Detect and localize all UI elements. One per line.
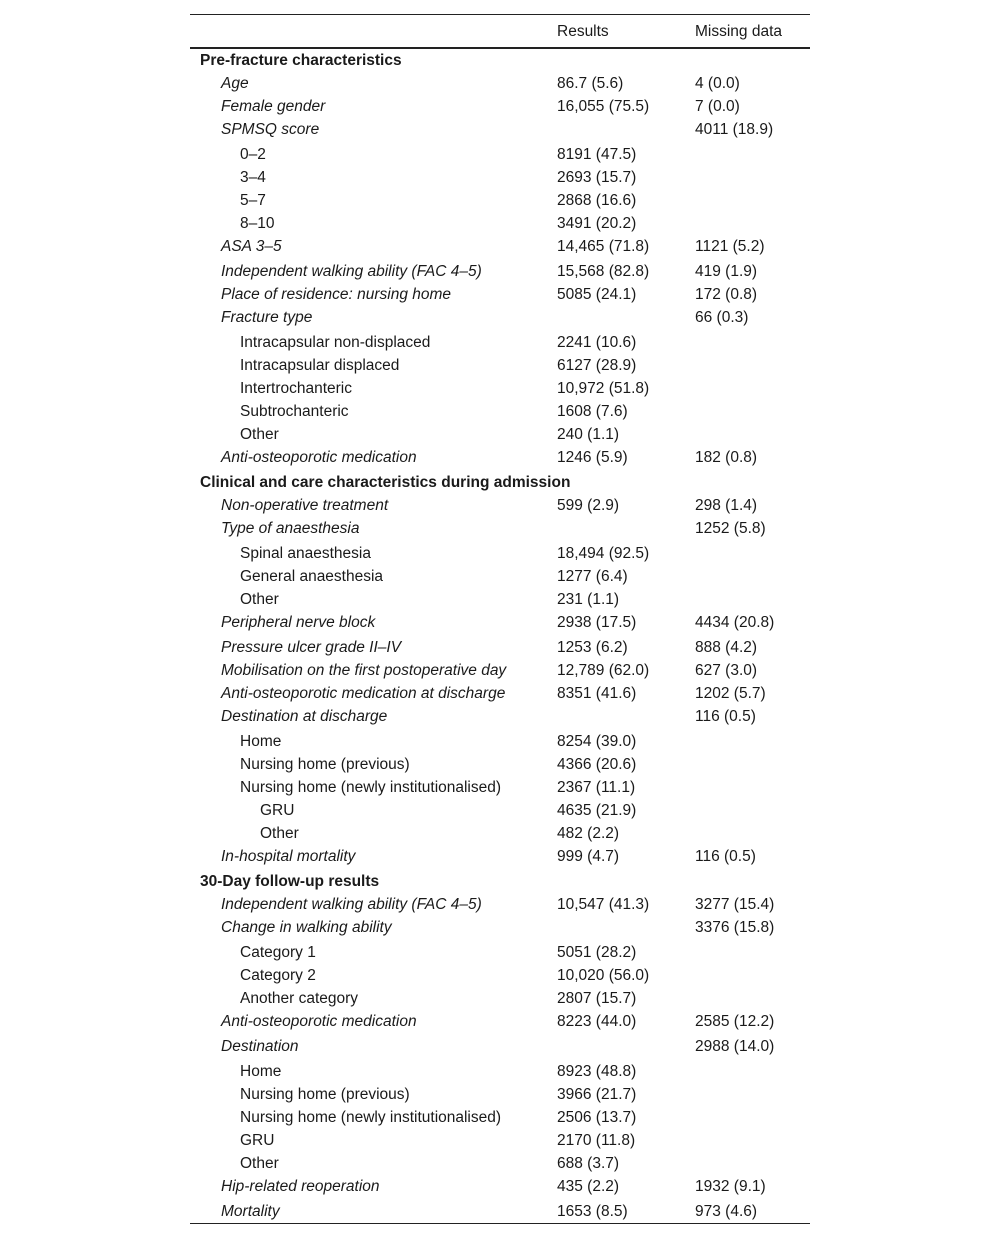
results-table [190, 14, 810, 1224]
row-label: Non-operative treatment [221, 497, 389, 514]
table-header [190, 15, 810, 47]
row-label: Anti-osteoporotic medication [221, 1013, 417, 1030]
results-cell: 599 (2.9) [557, 497, 620, 514]
table-row [190, 423, 810, 446]
row-label: Pressure ulcer grade II–IV [221, 639, 402, 656]
row-label: 8–10 [240, 215, 275, 232]
table-row [190, 377, 810, 400]
results-cell: 240 (1.1) [557, 426, 620, 443]
results-cell: 2868 (16.6) [557, 192, 637, 209]
results-cell: 1246 (5.9) [557, 449, 628, 466]
row-label: Type of anaesthesia [221, 520, 360, 537]
row-label: Category 2 [240, 967, 316, 984]
row-label: Intracapsular displaced [240, 357, 400, 374]
table-row [190, 893, 810, 916]
table-body [190, 49, 810, 1223]
table-row [190, 705, 810, 730]
results-column-header: Results [557, 23, 609, 40]
row-label: Category 1 [240, 944, 316, 961]
table-row [190, 283, 810, 306]
table-row [190, 1200, 810, 1223]
results-cell: 86.7 (5.6) [557, 75, 624, 92]
missing-data-cell: 888 (4.2) [695, 639, 758, 656]
missing-data-cell: 2585 (12.2) [695, 1013, 775, 1030]
table-row [190, 1152, 810, 1175]
section-heading [190, 49, 810, 72]
table-row [190, 636, 810, 659]
results-cell: 688 (3.7) [557, 1155, 620, 1172]
row-label: Home [240, 733, 282, 750]
missing-data-cell: 298 (1.4) [695, 497, 758, 514]
row-label: Nursing home (newly institutionalised) [240, 1109, 502, 1126]
row-label: Anti-osteoporotic medication [221, 449, 417, 466]
results-cell: 482 (2.2) [557, 825, 620, 842]
table-row [190, 260, 810, 283]
section-heading [190, 471, 810, 494]
row-label: GRU [240, 1132, 275, 1149]
table-row [190, 964, 810, 987]
table-row [190, 611, 810, 636]
results-cell: 5051 (28.2) [557, 944, 637, 961]
row-label: 0–2 [240, 146, 266, 163]
row-label: 5–7 [240, 192, 266, 209]
missing-data-cell: 4434 (20.8) [695, 614, 775, 631]
table-row [190, 118, 810, 143]
results-cell: 1653 (8.5) [557, 1203, 628, 1220]
table-row [190, 682, 810, 705]
table-row [190, 916, 810, 941]
row-label: 3–4 [240, 169, 266, 186]
row-label: Change in walking ability [221, 919, 392, 936]
results-cell: 2367 (11.1) [557, 779, 636, 796]
table-row [190, 987, 810, 1010]
table-row [190, 753, 810, 776]
row-label: Other [240, 426, 279, 443]
row-label: General anaesthesia [240, 568, 384, 585]
table-row [190, 542, 810, 565]
row-label: Hip-related reoperation [221, 1178, 380, 1195]
row-label: Age [221, 75, 249, 92]
table-row [190, 331, 810, 354]
table-row [190, 95, 810, 118]
table-row [190, 776, 810, 799]
row-label: Destination at discharge [221, 708, 388, 725]
table-row [190, 235, 810, 260]
table-row [190, 941, 810, 964]
row-label: Other [240, 591, 279, 608]
table-row [190, 72, 810, 95]
missing-data-cell: 172 (0.8) [695, 286, 758, 303]
results-cell: 4635 (21.9) [557, 802, 637, 819]
row-label: Another category [240, 990, 359, 1007]
row-label: Independent walking ability (FAC 4–5) [221, 263, 482, 280]
row-label: Fracture type [221, 309, 313, 326]
table-row [190, 845, 810, 870]
results-cell: 999 (4.7) [557, 848, 620, 865]
results-cell: 10,020 (56.0) [557, 967, 650, 984]
table-row [190, 1175, 810, 1200]
row-label: Peripheral nerve block [221, 614, 376, 631]
row-label: Subtrochanteric [240, 403, 349, 420]
missing-data-cell: 627 (3.0) [695, 662, 758, 679]
table-row [190, 166, 810, 189]
table-row [190, 400, 810, 423]
row-label: GRU [260, 802, 295, 819]
table-row [190, 1129, 810, 1152]
row-label: Intertrochanteric [240, 380, 352, 397]
table-row [190, 517, 810, 542]
results-cell: 8351 (41.6) [557, 685, 637, 702]
missing-data-cell: 2988 (14.0) [695, 1038, 775, 1055]
row-label: Nursing home (newly institutionalised) [240, 779, 502, 796]
row-label: 30-Day follow-up results [200, 873, 380, 890]
missing-data-cell: 1252 (5.8) [695, 520, 766, 537]
results-cell: 10,547 (41.3) [557, 896, 650, 913]
missing-data-cell: 3277 (15.4) [695, 896, 775, 913]
row-label: Clinical and care characteristics during admission [200, 474, 571, 491]
results-cell: 15,568 (82.8) [557, 263, 650, 280]
results-cell: 3491 (20.2) [557, 215, 637, 232]
missing-data-cell: 66 (0.3) [695, 309, 749, 326]
missing-data-cell: 116 (0.5) [695, 708, 756, 725]
results-cell: 5085 (24.1) [557, 286, 637, 303]
results-cell: 16,055 (75.5) [557, 98, 650, 115]
section-heading [190, 870, 810, 893]
results-cell: 18,494 (92.5) [557, 545, 650, 562]
row-label: Pre-fracture characteristics [200, 52, 402, 69]
table-bottom-rule [190, 1223, 810, 1224]
results-cell: 1608 (7.6) [557, 403, 628, 420]
results-cell: 14,465 (71.8) [557, 238, 650, 255]
results-cell: 1277 (6.4) [557, 568, 628, 585]
table-row [190, 1106, 810, 1129]
table-row [190, 730, 810, 753]
missing-data-cell: 4 (0.0) [695, 75, 740, 92]
missing-data-cell: 3376 (15.8) [695, 919, 775, 936]
table-row [190, 354, 810, 377]
results-cell: 2807 (15.7) [557, 990, 637, 1007]
row-label: Female gender [221, 98, 326, 115]
table-row [190, 189, 810, 212]
row-label: Intracapsular non-displaced [240, 334, 431, 351]
results-cell: 2693 (15.7) [557, 169, 637, 186]
missing-data-cell: 7 (0.0) [695, 98, 740, 115]
table-row [190, 306, 810, 331]
row-label: Place of residence: nursing home [221, 286, 452, 303]
missing-data-cell: 973 (4.6) [695, 1203, 758, 1220]
row-label: Nursing home (previous) [240, 1086, 410, 1103]
table-row [190, 1010, 810, 1035]
table-row [190, 1060, 810, 1083]
table-row [190, 143, 810, 166]
results-cell: 10,972 (51.8) [557, 380, 650, 397]
row-label: Spinal anaesthesia [240, 545, 371, 562]
row-label: Home [240, 1063, 282, 1080]
results-cell: 231 (1.1) [557, 591, 620, 608]
missing-data-cell: 182 (0.8) [695, 449, 758, 466]
table-row [190, 822, 810, 845]
results-cell: 1253 (6.2) [557, 639, 628, 656]
missing-data-column-header: Missing data [695, 23, 783, 40]
results-cell: 8254 (39.0) [557, 733, 637, 750]
row-label: Independent walking ability (FAC 4–5) [221, 896, 482, 913]
results-cell: 3966 (21.7) [557, 1086, 637, 1103]
row-label: SPMSQ score [221, 121, 320, 138]
table-row [190, 565, 810, 588]
table-row [190, 799, 810, 822]
table-row [190, 1083, 810, 1106]
missing-data-cell: 419 (1.9) [695, 263, 758, 280]
missing-data-cell: 1202 (5.7) [695, 685, 766, 702]
missing-data-cell: 1932 (9.1) [695, 1178, 766, 1195]
results-cell: 8923 (48.8) [557, 1063, 637, 1080]
row-label: Nursing home (previous) [240, 756, 410, 773]
row-label: Anti-osteoporotic medication at discharge [221, 685, 506, 702]
results-cell: 4366 (20.6) [557, 756, 637, 773]
row-label: Destination [221, 1038, 299, 1055]
missing-data-cell: 1121 (5.2) [695, 238, 765, 255]
row-label: Other [260, 825, 299, 842]
row-label: Other [240, 1155, 279, 1172]
results-cell: 12,789 (62.0) [557, 662, 650, 679]
results-cell: 8223 (44.0) [557, 1013, 637, 1030]
results-cell: 2170 (11.8) [557, 1132, 636, 1149]
results-cell: 2506 (13.7) [557, 1109, 637, 1126]
results-cell: 8191 (47.5) [557, 146, 637, 163]
results-cell: 435 (2.2) [557, 1178, 620, 1195]
results-cell: 2241 (10.6) [557, 334, 637, 351]
results-cell: 2938 (17.5) [557, 614, 637, 631]
missing-data-cell: 4011 (18.9) [695, 121, 774, 138]
table-row [190, 1035, 810, 1060]
table-row [190, 494, 810, 517]
table-row [190, 446, 810, 471]
missing-data-cell: 116 (0.5) [695, 848, 756, 865]
row-label: In-hospital mortality [221, 848, 356, 865]
table-row [190, 659, 810, 682]
results-cell: 6127 (28.9) [557, 357, 637, 374]
row-label: ASA 3–5 [221, 238, 282, 255]
row-label: Mortality [221, 1203, 280, 1220]
table-row [190, 588, 810, 611]
table-row [190, 212, 810, 235]
row-label: Mobilisation on the first postoperative day [221, 662, 507, 679]
